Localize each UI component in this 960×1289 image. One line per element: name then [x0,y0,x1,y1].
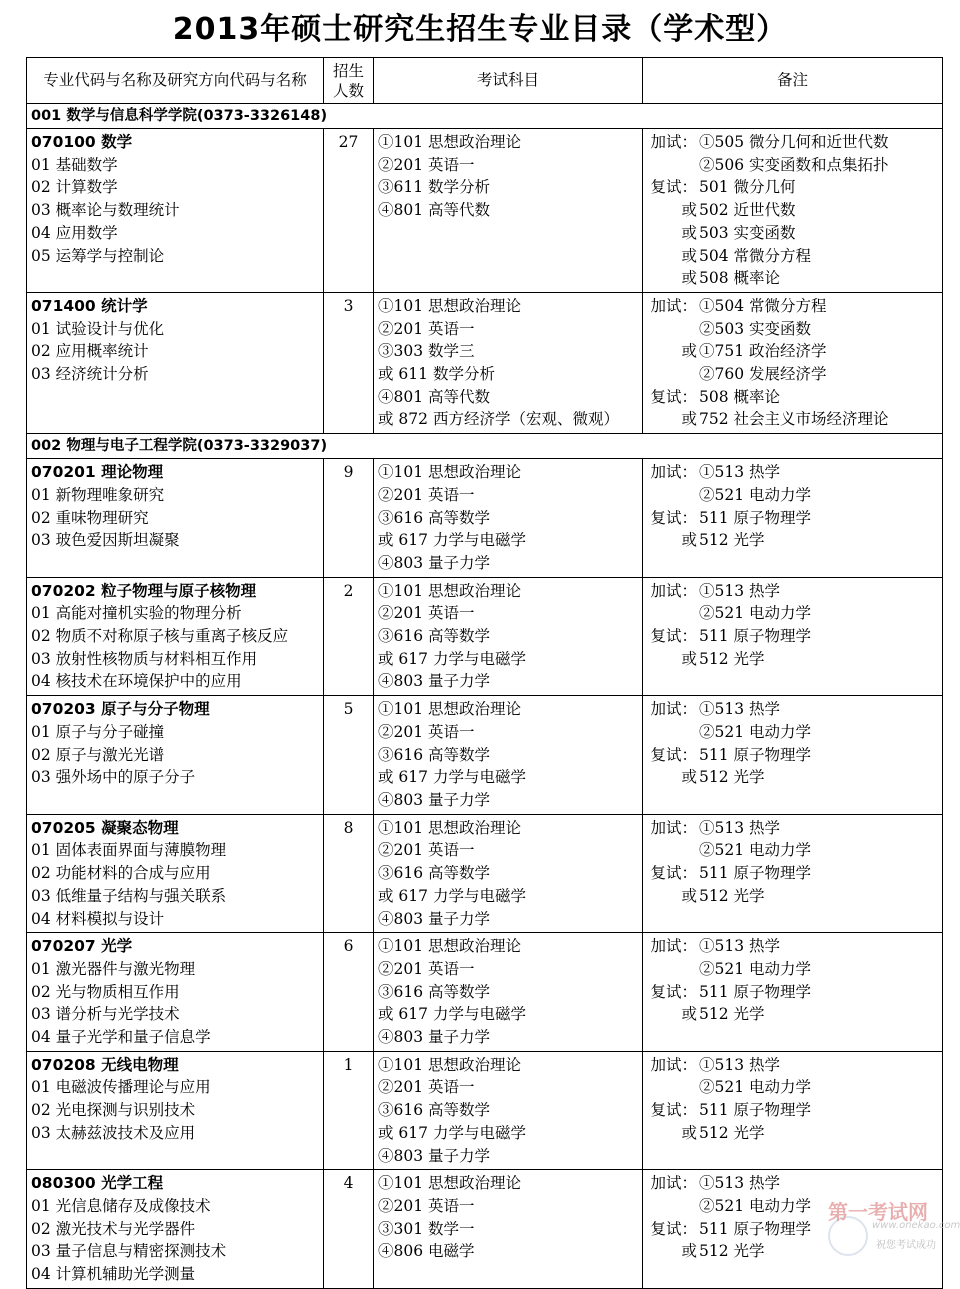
enrollment-count: 6 [324,933,374,1052]
subjects-cell [374,1170,643,1289]
enrollment-count: 2 [324,577,374,696]
remark-value: ②521 电动力学 [699,604,812,623]
remark-item [647,817,938,840]
remark-item [647,766,938,789]
remark-item [647,267,938,290]
subjects-cell [374,933,643,1052]
remark-item [647,744,938,767]
major-cell [27,1170,324,1289]
direction-item: 04 计算机辅助光学测量 [31,1265,196,1284]
subject-item: ④801 高等代数 [378,201,491,220]
remark-item [647,529,938,552]
subject-item: ③616 高等数学 [378,745,491,764]
remark-value: ①505 微分几何和近世代数 [699,133,889,151]
subject-item: ④803 量子力学 [378,1028,491,1047]
remark-item [647,245,938,268]
remarks-cell [643,129,943,293]
watermark-url: www.onekao.com [872,1220,960,1231]
remark-value: ①513 热学 [699,1055,781,1074]
remark-item [647,580,938,603]
remark-label: 复试： [650,745,697,764]
remark-label: 复试： [650,508,697,527]
direction-item: 03 强外场中的原子分子 [31,768,196,787]
remark-label: 加试： [650,581,697,600]
remark-value: ②521 电动力学 [699,959,812,978]
remark-value: 512 光学 [699,1242,765,1261]
major-name: 070202 粒子物理与原子核物理 [31,581,257,600]
remark-value: 511 原子物理学 [699,1219,812,1238]
subject-item: 或 617 力学与电磁学 [378,768,526,787]
remarks-cell [643,1051,943,1170]
major-row [27,292,943,433]
remark-value: ①513 热学 [699,1174,781,1193]
remark-item [647,340,938,363]
subject-item: 或 617 力学与电磁学 [378,649,526,668]
remarks-cell [643,292,943,433]
direction-item: 02 光与物质相互作用 [31,982,180,1001]
remark-value: ①513 热学 [699,937,781,956]
remark-label: 或 [681,223,697,242]
section-title: 001 数学与信息科学学院(0373-3326148) [27,104,943,129]
direction-item: 03 经济统计分析 [31,365,149,384]
watermark-slogan: 祝您考试成功 [876,1240,936,1251]
remark-label: 加试： [650,296,697,315]
subjects-cell [374,577,643,696]
subjects-cell [374,129,643,293]
direction-item: 01 固体表面界面与薄膜物理 [31,841,227,860]
major-name: 070205 凝聚态物理 [31,818,179,837]
remark-value: 512 光学 [699,768,765,787]
major-name: 070207 光学 [31,937,133,956]
remark-item [647,176,938,199]
remarks-cell [643,814,943,933]
subject-item: ②201 英语一 [378,841,475,860]
subject-item: 或 611 数学分析 [378,365,495,384]
remark-value: 511 原子物理学 [699,864,812,883]
direction-item: 01 激光器件与激光物理 [31,959,196,978]
subject-item: ③616 高等数学 [378,864,491,883]
section-row [27,434,943,459]
table-header-row [27,58,943,104]
direction-item: 02 原子与激光光谱 [31,745,165,764]
remark-value: 512 光学 [699,886,765,905]
remark-label: 或 [681,531,697,550]
major-name: 080300 光学工程 [31,1174,164,1193]
direction-item: 03 概率论与数理统计 [31,201,180,220]
remark-item [647,295,938,318]
section-row [27,104,943,129]
remark-item [647,408,938,431]
remark-item [647,1099,938,1122]
subject-item: 或 617 力学与电磁学 [378,1005,526,1024]
subject-item: 或 617 力学与电磁学 [378,531,526,550]
remark-item [647,484,938,507]
remark-value: 504 常微分方程 [699,246,812,265]
remark-value: ②521 电动力学 [699,485,812,504]
remark-label: 加试： [650,1055,697,1074]
remark-label: 复试： [650,1101,697,1120]
major-name: 070203 原子与分子物理 [31,700,210,719]
remarks-cell [643,933,943,1052]
remark-value: 511 原子物理学 [699,627,812,646]
subject-item: ④803 量子力学 [378,553,491,572]
subject-item: ②201 英语一 [378,959,475,978]
remark-item [647,222,938,245]
remark-value: 512 光学 [699,1005,765,1024]
major-cell [27,129,324,293]
remark-item [647,981,938,1004]
remark-label [647,363,697,386]
direction-item: 04 材料模拟与设计 [31,909,165,928]
remark-label: 加试： [650,133,697,151]
direction-item: 03 放射性核物质与材料相互作用 [31,649,258,668]
major-row [27,577,943,696]
subject-item: ①101 思想政治理论 [378,818,522,837]
remark-label [647,1195,697,1218]
remark-label [647,958,697,981]
direction-item: 01 新物理唯象研究 [31,485,165,504]
remark-value: 502 近世代数 [699,201,796,220]
remark-value: ①504 常微分方程 [699,296,827,315]
remark-label: 或 [681,246,697,265]
major-row [27,459,943,578]
remark-value: ②521 电动力学 [699,1196,812,1215]
remark-label: 或 [681,1005,697,1024]
remark-value: 512 光学 [699,649,765,668]
subject-item: ②201 英语一 [378,604,475,623]
remark-item [647,958,938,981]
remark-value: ②506 实变函数和点集拓扑 [699,155,889,174]
remark-item [647,199,938,222]
subject-item: ②201 英语一 [378,1196,475,1215]
remark-value: ①513 热学 [699,818,781,837]
direction-item: 01 试验设计与优化 [31,319,165,338]
remark-value: ②760 发展经济学 [699,365,827,384]
major-cell [27,577,324,696]
major-row [27,696,943,815]
subject-item: 或 872 西方经济学（宏观、微观） [378,410,619,429]
major-cell [27,1051,324,1170]
remark-label: 或 [681,886,697,905]
remark-label: 或 [681,410,697,429]
direction-item: 03 量子信息与精密探测技术 [31,1242,227,1261]
subject-item: ①101 思想政治理论 [378,463,522,482]
remark-label: 或 [681,201,697,220]
header-major: 专业代码与名称及研究方向代码与名称 [27,58,324,104]
enrollment-count: 1 [324,1051,374,1170]
major-row [27,933,943,1052]
subject-item: ④803 量子力学 [378,1146,491,1165]
remark-label [647,318,697,341]
subject-item: ③616 高等数学 [378,627,491,646]
enrollment-count: 8 [324,814,374,933]
direction-item: 01 高能对撞机实验的物理分析 [31,604,242,623]
catalog-table [26,57,943,1289]
major-name: 070201 理论物理 [31,463,164,482]
remark-value: ①751 政治经济学 [699,342,827,361]
remark-item [647,386,938,409]
subject-item: ①101 思想政治理论 [378,1055,522,1074]
major-cell [27,696,324,815]
subject-item: ④806 电磁学 [378,1242,475,1261]
enrollment-count: 9 [324,459,374,578]
remark-label: 加试： [650,818,697,837]
enrollment-count: 5 [324,696,374,815]
subjects-cell [374,459,643,578]
remark-value: 752 社会主义市场经济理论 [699,410,889,429]
direction-item: 02 光电探测与识别技术 [31,1101,196,1120]
subject-item: ③616 高等数学 [378,508,491,527]
major-cell [27,814,324,933]
remark-value: ①513 热学 [699,463,781,482]
direction-item: 02 应用概率统计 [31,342,149,361]
remark-label [647,721,697,744]
remark-value: 511 原子物理学 [699,1101,812,1120]
subject-item: 或 617 力学与电磁学 [378,1123,526,1142]
remark-item [647,698,938,721]
direction-item: 01 原子与分子碰撞 [31,722,165,741]
remark-item [647,154,938,177]
remark-item [647,862,938,885]
subject-item: ④803 量子力学 [378,909,491,928]
remark-value: 511 原子物理学 [699,982,812,1001]
enrollment-count: 3 [324,292,374,433]
remark-label [647,154,697,177]
remark-label: 加试： [650,700,697,719]
direction-item: 01 电磁波传播理论与应用 [31,1078,211,1097]
direction-item: 03 太赫兹波技术及应用 [31,1123,196,1142]
remark-label: 或 [681,768,697,787]
direction-item: 05 运筹学与控制论 [31,246,165,265]
remark-item [647,131,938,154]
remark-value: 508 概率论 [699,269,781,288]
direction-item: 03 谱分析与光学技术 [31,1005,180,1024]
direction-item: 01 光信息储存及成像技术 [31,1196,211,1215]
subject-item: ①101 思想政治理论 [378,937,522,956]
subject-item: ③303 数学三 [378,342,475,361]
subject-item: ③611 数学分析 [378,178,491,197]
subjects-cell [374,814,643,933]
remark-value: ①513 热学 [699,700,781,719]
major-cell [27,933,324,1052]
remark-label [647,839,697,862]
direction-item: 02 物质不对称原子核与重离子核反应 [31,627,289,646]
remark-label: 复试： [650,627,697,646]
remark-item [647,1172,938,1195]
enrollment-count: 27 [324,129,374,293]
remark-item [647,363,938,386]
major-name: 070100 数学 [31,133,133,151]
major-cell [27,292,324,433]
subject-item: ②201 英语一 [378,722,475,741]
watermark-name: 第一考试网 [828,1200,928,1224]
watermark [828,1196,960,1252]
remark-value: 512 光学 [699,531,765,550]
direction-item: 03 低维量子结构与强关联系 [31,886,227,905]
subject-item: ①101 思想政治理论 [378,296,522,315]
remark-label: 复试： [650,982,697,1001]
major-cell [27,459,324,578]
remark-item [647,648,938,671]
major-name: 070208 无线电物理 [31,1055,179,1074]
subject-item: ④803 量子力学 [378,672,491,691]
remarks-cell [643,459,943,578]
remark-value: ②503 实变函数 [699,319,812,338]
major-name: 071400 统计学 [31,296,148,315]
page-title: 2013年硕士研究生招生专业目录（学术型） [172,12,788,47]
remark-item [647,935,938,958]
subject-item: ①101 思想政治理论 [378,581,522,600]
remark-value: 503 实变函数 [699,223,796,242]
remark-label: 复试： [650,387,697,406]
subject-item: ②201 英语一 [378,485,475,504]
header-subjects: 考试科目 [374,58,643,104]
direction-item: 01 基础数学 [31,155,118,174]
header-remarks: 备注 [643,58,943,104]
subject-item: ②201 英语一 [378,155,475,174]
remark-item [647,1054,938,1077]
subject-item: ④801 高等代数 [378,387,491,406]
remarks-cell [643,696,943,815]
subject-item: ③616 高等数学 [378,1101,491,1120]
subject-item: ①101 思想政治理论 [378,133,522,151]
remark-value: ②521 电动力学 [699,841,812,860]
remark-item [647,507,938,530]
remark-label [647,602,697,625]
major-row [27,1051,943,1170]
major-row [27,1170,943,1289]
remark-item [647,885,938,908]
remark-label [647,1076,697,1099]
direction-item: 03 玻色爱因斯坦凝聚 [31,531,180,550]
remark-value: 508 概率论 [699,387,781,406]
direction-item: 04 量子光学和量子信息学 [31,1028,211,1047]
direction-item: 02 激光技术与光学器件 [31,1219,196,1238]
remark-item [647,625,938,648]
header-count: 招生人数 [324,58,374,104]
remark-label: 或 [681,269,697,288]
subject-item: 或 617 力学与电磁学 [378,886,526,905]
remark-value: 512 光学 [699,1123,765,1142]
subjects-cell [374,696,643,815]
subject-item: ③301 数学一 [378,1219,475,1238]
enrollment-count: 4 [324,1170,374,1289]
subject-item: ②201 英语一 [378,319,475,338]
direction-item: 04 应用数学 [31,223,118,242]
remark-item [647,318,938,341]
remark-item [647,1003,938,1026]
remark-label: 加试： [650,937,697,956]
remark-item [647,461,938,484]
remark-value: 501 微分几何 [699,178,796,197]
remark-label: 复试： [650,178,697,197]
remark-label: 或 [681,342,697,361]
remark-value: ②521 电动力学 [699,1078,812,1097]
direction-item: 02 功能材料的合成与应用 [31,864,211,883]
remark-label: 加试： [650,463,697,482]
remark-item [647,1122,938,1145]
remark-item [647,721,938,744]
remarks-cell [643,577,943,696]
remark-label: 复试： [650,1219,697,1238]
subject-item: ①101 思想政治理论 [378,700,522,719]
subject-item: ①101 思想政治理论 [378,1174,522,1193]
remark-value: 511 原子物理学 [699,745,812,764]
direction-item: 04 核技术在环境保护中的应用 [31,672,242,691]
remark-value: ②521 电动力学 [699,722,812,741]
remark-item [647,1076,938,1099]
remark-label: 复试： [650,864,697,883]
major-row [27,814,943,933]
remark-value: 511 原子物理学 [699,508,812,527]
remark-label: 或 [681,1123,697,1142]
section-title: 002 物理与电子工程学院(0373-3329037) [27,434,943,459]
remark-label: 或 [681,649,697,668]
remark-label: 或 [681,1242,697,1261]
remark-value: ①513 热学 [699,581,781,600]
direction-item: 02 计算数学 [31,178,118,197]
remark-item [647,602,938,625]
subject-item: ③616 高等数学 [378,982,491,1001]
subject-item: ④803 量子力学 [378,790,491,809]
subjects-cell [374,1051,643,1170]
direction-item: 02 重味物理研究 [31,508,149,527]
remark-item [647,839,938,862]
table-body [27,104,943,1289]
remark-label: 加试： [650,1174,697,1193]
subjects-cell [374,292,643,433]
major-row [27,129,943,293]
subject-item: ②201 英语一 [378,1078,475,1097]
remark-label [647,484,697,507]
